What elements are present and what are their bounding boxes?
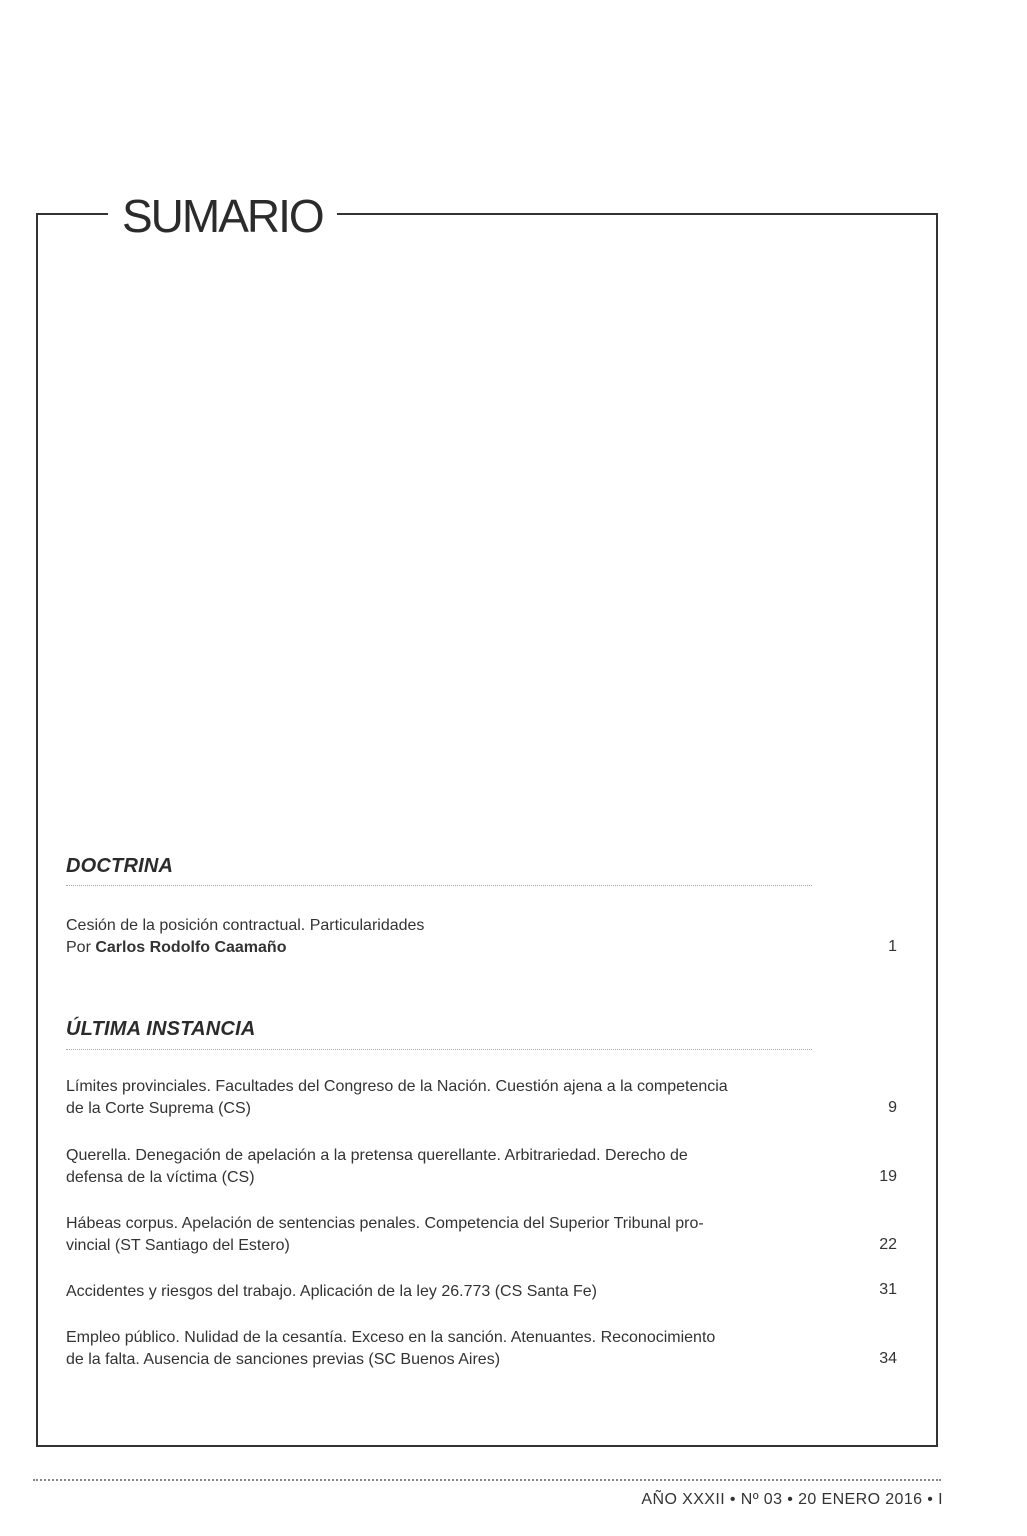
toc-entry[interactable] — [66, 915, 816, 959]
entry-title: Accidentes y riesgos del trabajo. Aplicación de la ley 26.773 (CS Santa Fe) — [66, 1283, 597, 1300]
entry-title: Empleo público. Nulidad de la cesantía. Exceso en la sanción. Atenuantes. Reconocimiento — [66, 1329, 716, 1346]
author-name: Carlos Rodolfo Caamaño — [95, 939, 287, 956]
summary-frame — [36, 213, 938, 1447]
entry-title: Querella. Denegación de apelación a la pretensa querellante. Arbitrariedad. Derecho de — [66, 1147, 688, 1164]
page-number: 19 — [879, 1168, 897, 1185]
entry-title: Cesión de la posición contractual. Particularidades — [66, 917, 425, 934]
page-number: 1 — [888, 938, 897, 955]
entry-title-cont: de la Corte Suprema (CS) — [66, 1100, 251, 1117]
footer-divider — [33, 1479, 941, 1481]
entry-title: Límites provinciales. Facultades del Congreso de la Nación. Cuestión ajena a la competencia — [66, 1078, 728, 1095]
section-divider — [66, 885, 812, 886]
section-divider — [66, 1049, 812, 1050]
toc-entry[interactable] — [66, 1281, 816, 1303]
entry-title: Hábeas corpus. Apelación de sentencias penales. Competencia del Superior Tribunal pro- — [66, 1215, 704, 1232]
page-number: 31 — [879, 1281, 897, 1298]
section-heading-ultima-instancia: ÚLTIMA INSTANCIA — [66, 1018, 256, 1040]
toc-entry[interactable] — [66, 1076, 816, 1120]
page-title: SUMARIO — [108, 186, 337, 246]
section-heading-doctrina: DOCTRINA — [66, 855, 174, 877]
page-number: 34 — [879, 1350, 897, 1367]
entry-author-line — [66, 937, 816, 959]
page-number: 22 — [879, 1236, 897, 1253]
toc-entry[interactable] — [66, 1213, 816, 1257]
entry-title-cont: de la falta. Ausencia de sanciones previas (SC Buenos Aires) — [66, 1351, 501, 1368]
page-number: 9 — [888, 1099, 897, 1116]
toc-entry[interactable] — [66, 1327, 816, 1371]
entry-title-cont: defensa de la víctima (CS) — [66, 1169, 255, 1186]
footer-issue-info: AÑO XXXII • Nº 03 • 20 ENERO 2016 • I — [641, 1491, 943, 1508]
entry-title-cont: vincial (ST Santiago del Estero) — [66, 1237, 290, 1254]
toc-entry[interactable] — [66, 1145, 816, 1189]
author-prefix: Por — [66, 939, 96, 956]
